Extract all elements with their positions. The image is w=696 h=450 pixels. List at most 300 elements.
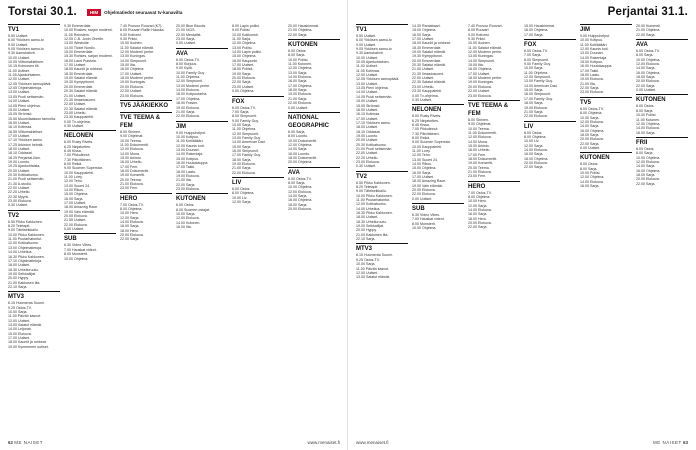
program-entry: 12.00 Moderni perhe. [120,50,155,55]
program-entry: 7.40 Poovoo Ruuvari (K7). [120,24,163,28]
program-entry: 14.00 Sarja. [636,66,656,71]
program-entry: 13.00 Moderni perhe. [176,83,211,88]
program-entry: 23.00 Elokuva. [356,159,380,164]
program-entry: 16.00 Kotipuutarha. [176,92,208,97]
program-entry: 6.00 Ostos. [232,187,251,191]
program-entry: 18.30 Emmerdale. [412,45,442,50]
right-page [348,0,696,450]
program-entry: 16.00 Sarja. [468,212,488,217]
program-entry: 9.25 Ostos-TV. [356,257,380,262]
program-entry: 19.30 Kymppitonni. [64,80,95,85]
program-entry: 15.05 Strömsö. [8,112,33,117]
program-entry: 14.30 Rantabaari. [412,24,441,28]
program-entry: 19.00 Kymmenen uutiset. [8,344,49,349]
program-entry: 10.00 Sarja. [580,115,600,120]
program-entry: 0.00 Uutiset. [636,88,657,93]
badge-text: Ohjelmatiedot seuraavat tv-kanavilta [104,9,183,15]
program-entry: 12.00 Elokuva. [176,216,200,221]
program-entry: 11.00 Puutarhatontut. [8,237,43,242]
program-entry: 21.00 Ilta. [176,178,192,183]
program-entry: 9.00 Uutiset. [8,42,29,47]
program-entry: 20.00 Elokuva. [120,233,144,238]
program-entry: 20.00 Elokuva. [412,188,436,193]
program-entry: 18.00 Sarja. [288,202,308,207]
program-entry: 14.00 Sarja. [636,164,656,169]
program-entry: 9.00 Ohjelmat. [468,122,492,127]
channel-heading: MTV3 [356,243,408,253]
badge-label: HIM [87,9,101,16]
program-entry: 8.00 Kurjuus. [176,62,198,67]
program-entry: 16.00 Uutiset. [356,107,379,112]
program-entry: 16.00 Huutokauppa. [580,64,613,69]
program-entry: 19.00 Elokuva. [524,105,548,110]
program-entry: 14.00 Kutonen. [176,220,201,225]
program-entry: 14.00 Ticket Nordic. [64,45,96,50]
program-entry: 6.00 Ostos. [524,130,543,135]
program-entry: 10.15 Kolmosen tili. [8,64,40,69]
program-entry: 14.00 Mona. [120,151,140,156]
program-entry: 16.00 Ohjelma. [580,128,605,133]
program-entry: 21.00 Puoli seitsemän. [8,177,45,182]
program-entry: 18.30 Urheiluruutu. [8,267,39,272]
program-entry: 15.00 Uutiset. [8,107,31,112]
program-entry: 17.10 Ykkösen aamu. [8,138,43,143]
program-entry: 19.00 Elokuva. [176,173,200,178]
program-entry: 15.00 Ohjelma. [412,28,437,33]
program-entry: 20.00 Hyppy. [356,228,377,233]
program-entry: 21.00 Elokuva. [468,169,492,174]
program-entry: 17.00 Takki. [176,165,196,170]
program-entry: 20.00 Elokuva. [636,79,660,84]
program-entry: 16.00 Ohjelma. [636,70,661,75]
program-entry: 20.00 Elokuva. [232,76,256,81]
program-entry: 11.00 Dokumentti. [120,142,149,147]
program-entry: 17.00 Ohjelma. [288,83,313,88]
program-entry: 11.00 Dokumentti. [468,130,497,135]
program-entry: 16.00 Sarja. [64,196,84,201]
program-entry: 17.00 Fem. [468,152,487,157]
listing-badge [87,9,183,16]
program-entry: 16.00 Luonto. [288,151,310,156]
program-entry: 7.30 Päivittäinen. [412,131,440,136]
program-entry: 18.00 Sarja. [636,75,656,80]
program-entry: 18.00 Ohjelma. [524,156,549,161]
program-entry: 11.00 Ohjelma. [524,70,549,75]
brand-name: ME NAISET [14,439,44,445]
program-entry: 6.00 Ostos. [636,104,655,109]
program-entry: 15.00 Ohjelma. [64,192,89,197]
program-entry: 17.25 Arkiston helmiä. [8,142,44,147]
program-entry: 20.00 Teema. [120,177,142,182]
program-entry: 8.00 Ruuvari Rallin Hauska. [120,28,165,33]
program-entry: 16.00 Ohjelma. [468,67,493,72]
program-entry: 17.00 Family Guy. [524,96,553,101]
program-entry: 14.00 Rikos. [412,161,432,166]
program-entry: 11.00 Uutiset. [8,68,30,73]
program-entry: 14.00 American Dad. [524,83,558,88]
program-entry: 20.00 Elokuva. [636,177,660,182]
program-entry: 10.00 Hero. [468,199,487,204]
program-entry: 23.00 Fem. [120,186,139,191]
program-entry: 6.30 Video Vibes. [412,213,441,218]
channel-heading: KUTONEN [580,152,632,162]
program-entry: 12.00 Simpsonit. [176,79,203,84]
channel-heading: TV5 JÄÄKIEKKO [120,100,172,110]
program-entry: 13.00 Salatut elämät. [8,322,42,327]
channel-heading: AVA [176,48,228,58]
program-entry: 8.00 Suomen ostajat. [176,207,210,212]
channel-heading: FOX [232,96,284,106]
page-number: 62 [8,439,14,445]
program-entry: 20.00 Elokuva. [468,84,492,89]
program-entry: 6.50 Pikku Kakkonen. [8,219,43,224]
channel-heading: TV5 [580,97,632,107]
program-entry: 7.00 Ostos-TV. [468,190,492,195]
program-entry: 14.00 American Dad. [232,140,266,145]
program-entry: 6.00 Ostos. [580,162,599,167]
program-entry: 15.00 Hauskimmat. [524,24,555,28]
right-listing-columns [356,24,688,434]
program-entry: 11.00 Päivän kasvot. [8,314,42,319]
program-entry: 14.00 Sarja. [288,147,308,152]
channel-heading: TV2 [356,171,408,181]
program-entry: 8.00 Ohjelma. [120,207,143,211]
program-entry: 18.00 Dokumentti. [288,155,318,160]
program-entry: 13.00 Family Guy. [524,79,553,84]
program-entry: 22.00 Sarja. [580,141,600,146]
program-entry: 22.00 Uutiset. [468,89,491,94]
program-entry: 12.00 Uutiset. [356,270,379,275]
program-entry: 10.00 Liv. [232,195,248,200]
program-entry: 11.00 Sarja. [232,37,252,42]
program-entry: 22.00 Sarja. [636,32,656,37]
program-entry: 18.00 Uutiset. [8,263,31,268]
program-entry: 18.00 Uutiset. [356,125,379,130]
program-entry: 6.00 Ostos-TV. [524,49,548,54]
program-entry: 23.00 Urheilu. [64,110,87,115]
program-entry: 11.00 Salatut elämät. [120,45,154,50]
program-entry: 22.00 Mentalist. [176,32,202,37]
program-entry: 19.00 Seikkailijat. [356,224,384,229]
program-entry: 9.30 Prikki. [120,37,138,42]
program-entry: 23.00 Fem. [468,174,487,179]
program-entry: 5.50 Uutiset. [8,34,29,38]
program-entry: 10.00 Uutiset. [356,55,379,60]
program-entry: 12.00 Elokuva. [636,62,660,67]
program-entry: 9.00 Family Guy. [524,62,551,67]
program-entry: 12.00 Ohjelma. [580,175,605,180]
program-entry: 22.00 Sarja. [288,32,308,37]
program-entry: 12.00 Sarja. [468,203,488,208]
program-entry: 18.00 Hero. [120,228,139,233]
program-entry: 13.00 Sarja. [288,70,308,75]
program-entry: 23.00 Sarja. [176,37,196,42]
program-entry: 12.00 Simpsonit. [524,75,551,80]
program-entry: 14.05 Pieni ohjelma. [8,103,41,108]
program-entry: 8.00 Sarja. [636,151,654,156]
program-entry: 20.00 Blue Bloods. [176,24,207,28]
program-entry: 17.00 Sarja. [524,32,544,37]
program-entry: 20.30 Kotikatsomo. [356,142,387,147]
listing-column [412,24,464,434]
program-entry: 19.00 Luonto. [8,159,30,164]
program-entry: 23.30 Kauppalehti. [412,89,442,94]
program-entry: 0.30 Uutiset. [412,97,433,102]
program-entry: 11.00 Kutonen. [636,117,661,122]
program-entry: 10.00 Kauppalehti. [412,144,442,149]
channel-heading: LIV [524,121,576,131]
program-entry: 7.00 Hauskat videot. [412,217,445,222]
program-entry: 12.00 Kaunis koti. [176,143,205,148]
program-entry: 23.00 Elokuva. [176,187,200,191]
channel-heading: HERO [120,193,172,203]
program-entry: 9.30 Aamukahvit. [8,51,36,56]
program-entry: 15.00 Arkisto. [468,143,490,148]
program-entry: 8.00 Monsterit. [412,221,436,226]
channel-heading: LIV [232,177,284,187]
program-entry: 21.00 Ilta. [580,81,596,86]
program-entry: 19.00 Elokuva. [580,77,604,82]
program-entry: 14.00 Rakentaja. [176,152,204,157]
program-entry: 10.05 Ajankohtainen. [356,60,390,65]
listing-column [468,24,520,434]
program-entry: 21.00 Uutiset. [412,67,435,72]
program-entry: 21.00 Puoli seitsemän. [356,146,393,151]
program-entry: 12.00 Ohjelma. [232,41,257,46]
program-entry: 20.00 Kummeli. [636,24,661,28]
program-entry: 11.00 Päivän kasvot. [356,266,390,271]
program-entry: 16.00 Ohjelma. [120,67,145,72]
program-entry: 0.00 Uutiset. [288,105,309,110]
program-entry: 21.00 Ohjelma. [636,28,661,33]
program-entry: 0.00 Tv-ohjelma. [412,93,439,98]
program-entry: 14.00 Rakentaja. [580,55,608,60]
program-entry: 12.00 Elokuva. [636,159,660,164]
program-entry: 23.30 Kauppalehti. [64,115,94,120]
program-entry: 11.00 Salatut elämät. [468,45,502,50]
program-entry: 8.00 Luonto. [288,134,308,139]
program-entry: 14.00 Urheilua. [8,250,33,255]
program-entry: 21.00 NCIS. [176,28,196,33]
program-entry: 6.00 Sarja. [288,129,306,134]
right-page-header [608,5,688,19]
program-entry: 10.00 Hero. [120,211,139,216]
program-entry: 11.00 Ohjelma. [176,75,201,80]
program-entry: 15.00 Arkisto. [120,155,142,160]
program-entry: 21.00 Kakkosen ilta. [356,232,389,237]
program-entry: 12.00 Teho. [64,179,83,184]
program-entry: 22.00 Sarja. [524,165,544,170]
program-entry: 15.00 Emmerdale. [64,50,94,55]
channel-heading: MTV3 [8,291,60,301]
program-entry: 0.00 Uutiset. [580,145,601,150]
listing-column [8,24,60,434]
page-number: 63 [682,439,688,445]
program-entry: 17.10 Ykkösen aamu. [356,120,391,125]
program-entry: 9.30 Aamukahvit. [356,51,384,56]
program-entry: 0.30 Uutiset. [8,203,29,208]
program-entry: 22.00 Elokuva. [232,170,256,175]
program-entry: 16.00 Lauri Puistola. [64,58,97,63]
program-entry: 21.00 Elokuva. [120,181,144,186]
right-page-footer [356,438,688,446]
program-entry: 9.25 Ostos-TV. [8,305,32,310]
program-entry: 17.00 Uutiset. [468,71,491,76]
program-entry: 17.00 Uutiset. [120,71,143,76]
program-entry: 22.00 Uutiset. [356,151,379,156]
program-entry: 22.00 Sarja. [176,182,196,187]
program-entry: 19.00 Kuningas. [120,80,146,85]
program-entry: 6.00 Ostos. [288,49,307,54]
program-entry: 20.00 Uutiset. [8,168,31,173]
program-entry: 16.00 Sarja. [636,130,656,135]
program-entry: 9.30 Emmerdale. [64,24,92,28]
program-entry: 11.00 Ohjelma. [232,127,257,132]
program-entry: 10.00 Ohjelma. [636,155,661,160]
program-entry: 9.30 Prikki. [468,37,486,42]
program-entry: 23.00 Elokuva. [580,90,604,95]
program-entry: 16.55 Viittomakieliset. [8,129,43,134]
program-entry: 15.00 Elokuva. [8,331,32,336]
program-entry: 10.00 Kotipuu. [176,134,200,139]
program-entry: 10.00 Liv. [524,139,540,144]
program-entry: 12.00 Sarja. [524,143,544,148]
channel-heading: JIM [580,24,632,34]
program-entry: 16.00 Huutokauppa. [176,160,209,165]
program-entry: 10.00 Sarja. [232,122,252,127]
program-entry: 6.50 Pikku Kakkonen. [356,180,391,185]
program-entry: 16.10 Kotimaa. [8,125,33,130]
channel-heading: KUTONEN [176,193,228,203]
channel-heading: FRII [636,137,688,147]
program-entry: 13.05 Pieni ohjelma. [356,86,389,91]
program-entry: 19.00 Konsertti. [120,173,146,178]
program-entry: 8.00 Sarja. [580,166,598,171]
program-entry: 17.00 Family Guy. [232,153,261,158]
program-entry: 16.00 Simpsonit. [524,92,551,97]
program-entry: 22.20 Urheilu. [8,190,31,195]
program-entry: 17.00 Uutiset. [64,63,87,68]
program-entry: 12.00 Kotikatsomo. [8,241,39,246]
program-entry: 19.00 Konsertti. [468,161,494,166]
program-entry: 19.00 Seikkailijat. [8,271,36,276]
program-entry: 12.00 Sarja. [232,200,252,205]
program-entry: 18.00 Frasier. [176,101,198,106]
program-entry: 11.05 Ajankohtainen. [8,73,42,78]
program-entry: 22.00 Sarja. [120,237,140,242]
program-entry: 11.00 Kutonen. [288,62,313,67]
program-entry: 17.00 Uutiset. [8,336,31,340]
program-entry: 22.00 Uutiset. [120,89,143,94]
program-entry: 8.00 Sininen. [468,117,489,122]
program-entry: 18.00 Sarja. [636,172,656,177]
program-entry: 18.30 Urheiluruutu. [356,219,387,224]
program-entry: 11.00 Kotilääkäri. [176,139,204,144]
program-entry: 11.00 Lorry. [412,148,431,153]
program-entry: 7.00 Pikkulinnut. [64,153,91,158]
program-entry: 17.00 Ohjelma. [176,96,201,101]
program-entry: 18.00 Poliisit. [232,67,254,72]
program-entry: 15.00 Ohjelma. [412,166,437,171]
program-entry: 12.00 Sarja. [120,215,140,220]
program-entry: 13.00 Westside. [64,41,90,46]
program-entry: 18.00 Kauniit ja rohkeat. [8,340,47,345]
program-entry: 10.00 Teema. [120,138,142,143]
program-entry: 8.20 Teletapit. [8,224,31,229]
program-entry: 22.00 Elokuva. [64,222,88,227]
program-entry: 10.00 Ohjelma. [636,57,661,62]
program-entry: 10.00 Uutiset. [8,55,31,60]
program-entry: 16.00 Sarja. [524,152,544,157]
program-entry: 14.00 Mona. [468,139,488,144]
program-entry: 15.00 Ilta. [468,63,484,68]
listing-column [636,24,688,434]
channel-heading: TVE TEEMA & FEM [468,100,520,118]
program-entry: 16.00 Ilta. [176,225,192,230]
program-entry: 19.00 Elokuva. [288,92,312,97]
program-entry: 6.30 Video Vibes. [64,243,93,248]
program-entry: 17.00 Uutiset. [8,133,31,138]
program-entry: 6.25 Ninjaturtles. [412,118,439,123]
program-entry: 10.00 Ikuinen. [120,41,143,46]
program-entry: 10.05 Viittomakielinen. [8,60,45,65]
program-entry: 17.00 Uutiset. [412,175,435,179]
program-entry: 23.00 Elokuva. [468,93,492,98]
program-entry: 12.00 Simpsonit. [232,131,259,136]
channel-heading: TVE TEEMA & FEM [120,112,172,130]
program-entry: 8.00 Reikä. [412,135,431,140]
program-entry: 13.00 Duunari. [580,51,604,56]
program-entry: 20.30 Salatut elämät. [64,89,98,94]
channel-heading: TV2 [8,210,60,220]
program-entry: 17.00 Takki. [580,68,600,73]
program-entry: 21.30 Ilmastosuomi. [64,97,97,102]
program-entry: 9.00 Tähtiseikkailu. [8,228,39,233]
program-entry: 6.00 Ostos-TV. [176,57,200,62]
program-entry: 21.00 Sarja. [524,109,544,114]
program-entry: 18.00 Kauniit ja rohkeat. [64,67,103,72]
program-entry: 22.30 Salatut elämät. [64,106,98,111]
program-entry: 22.00 Sarja. [468,225,488,230]
program-entry: 13.00 Uutiset. [356,81,379,86]
program-entry: 20.30 Salatut elämät. [412,63,446,68]
program-entry: 17.00 Uutiset. [232,63,255,68]
right-footer-right [653,440,688,445]
program-entry: 10.00 Poliisi. [636,113,657,118]
program-entry: 7.30 Päivittäinen. [64,157,92,162]
program-entry: 22.00 Sarja. [636,83,656,88]
program-entry: 22.00 Sarja. [232,80,252,85]
program-entry: 18.00 Dokumentti. [120,168,150,173]
channel-heading: NATIONAL GEOGRAPHIC [288,112,340,130]
program-entry: 15.00 Uutiset. [356,99,379,104]
program-entry: 6.00 Ostos-TV. [288,176,312,181]
program-entry: 11.05 Kotimaa. [356,68,380,73]
program-entry: 18.00 Moderni perhe. [468,76,503,81]
program-entry: 12.05 Ykkösen aamupäivä. [8,81,52,86]
site-url: www.menaiset.fi [356,439,389,445]
program-entry: 15.30 Rohkes, sarjan moderni. [64,54,113,59]
program-entry: 8.00 Lapin poliisi. [232,24,260,28]
program-entry: 12.00 Ohjelma. [288,66,313,71]
program-entry: 8.00 Simpsonit. [232,114,257,119]
program-entry: 0.00 Uutiset. [176,41,197,46]
program-entry: 20.00 Emmerdale. [412,58,442,63]
program-entry: 8.00 Ohjelma. [580,111,603,116]
program-entry: 22.00 Uutiset. [64,102,87,107]
program-entry: 10.00 Sarja. [356,262,376,267]
program-entry: 6.15 Huomenta Suomi. [8,301,45,306]
